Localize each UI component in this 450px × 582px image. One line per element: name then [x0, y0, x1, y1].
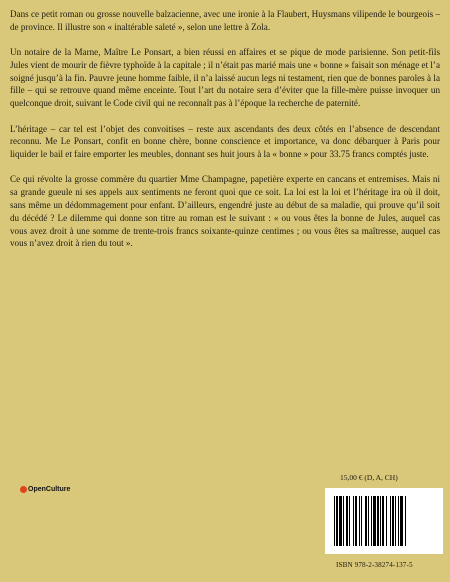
barcode-bar	[371, 496, 372, 546]
barcode-bar	[343, 496, 344, 546]
barcode-bar	[390, 496, 391, 546]
barcode-bar	[395, 496, 396, 546]
paragraph-1: Dans ce petit roman ou grosse nouvelle balzacienne, avec une ironie à la Flaubert, Huysmans vilipende le bourgeois – de province. Il illustre son « inaltérable saleté », selon une lettre à Zola.	[10, 9, 440, 32]
barcode-bar	[398, 496, 399, 546]
barcode-bar	[368, 496, 369, 546]
paragraph-2: Un notaire de la Marne, Maître Le Ponsart, a bien réussi en affaires et se pique de mode parisienne. Son petit-fils Jules vient de mourir de fièvre typhoïde à la capitale ; il n’était pas marié mais une « bonne » faisait son ménage et l’a soigné jusqu’à la fin. Pauvre jeune homme faible, il n’a laissé aucun legs ni testament, rien que de bonnes paroles à la fille – qui se retrouve quand même enceinte. Tout l’art du notaire sera d’éviter que la fille-mère puisse invoquer un quelconque droit, suivant le Code civil qui ne reconnaît pas à l’époque la recherche de paternité.	[10, 47, 440, 109]
barcode-bar	[392, 496, 394, 546]
barcode-bar	[353, 496, 354, 546]
barcode-icon	[332, 496, 436, 546]
barcode-bar	[373, 496, 376, 546]
barcode	[325, 488, 443, 554]
back-cover-blurb	[10, 8, 440, 263]
barcode-bar	[334, 496, 335, 546]
open-culture-logo-icon	[20, 486, 27, 493]
barcode-bar	[400, 496, 403, 546]
price-label: 15,00 € (D, A, CH)	[340, 473, 398, 482]
barcode-bar	[355, 496, 357, 546]
paragraph-3: L’héritage – car tel est l’objet des convoitises – reste aux ascendants des deux côtés en l’absence de descendant reconnu. Me Le Ponsart, confit en bonne chère, bonne conscience et importance, va donc débarquer à Paris pour liquider le bail et faire emporter les meubles, donnant ses huit jours à la « bonne » pour 33.75 francs comptés juste.	[10, 123, 440, 160]
barcode-bar	[365, 496, 367, 546]
barcode-bar	[405, 496, 406, 546]
isbn-label: ISBN 978-2-38274-137-5	[336, 561, 413, 569]
barcode-bar	[361, 496, 362, 546]
publisher-logo	[20, 486, 70, 493]
barcode-bar	[359, 496, 360, 546]
barcode-bar	[382, 496, 384, 546]
barcode-bar	[349, 496, 350, 546]
barcode-bar	[346, 496, 348, 546]
barcode-bar	[339, 496, 342, 546]
barcode-bar	[336, 496, 338, 546]
publisher-name: OpenCulture	[28, 486, 71, 493]
paragraph-4: Ce qui révolte la grosse commère du quartier Mme Champagne, papetière experte en cancans et entremises. Mais ni sa grande gueule ni ses appels aux sentiments ne feront quoi que ce soit. La loi est la loi et l’héritage ira où il doit, sans même un dédommagement pour enfant. D’ailleurs, engendré juste au début de sa maladie, qui prouve qu’il soit du décédé ? Le dilemme qui donne son titre au roman est le suivant : « ou vous êtes la bonne de Jules, auquel cas vous avez droit à une somme de trente-trois francs soixante-quinze centimes ; ou vous êtes sa maîtresse, auquel cas vous n’avez droit à rien du tout ».	[10, 174, 440, 249]
barcode-bar	[386, 496, 387, 546]
barcode-bar	[380, 496, 381, 546]
barcode-bar	[377, 496, 379, 546]
